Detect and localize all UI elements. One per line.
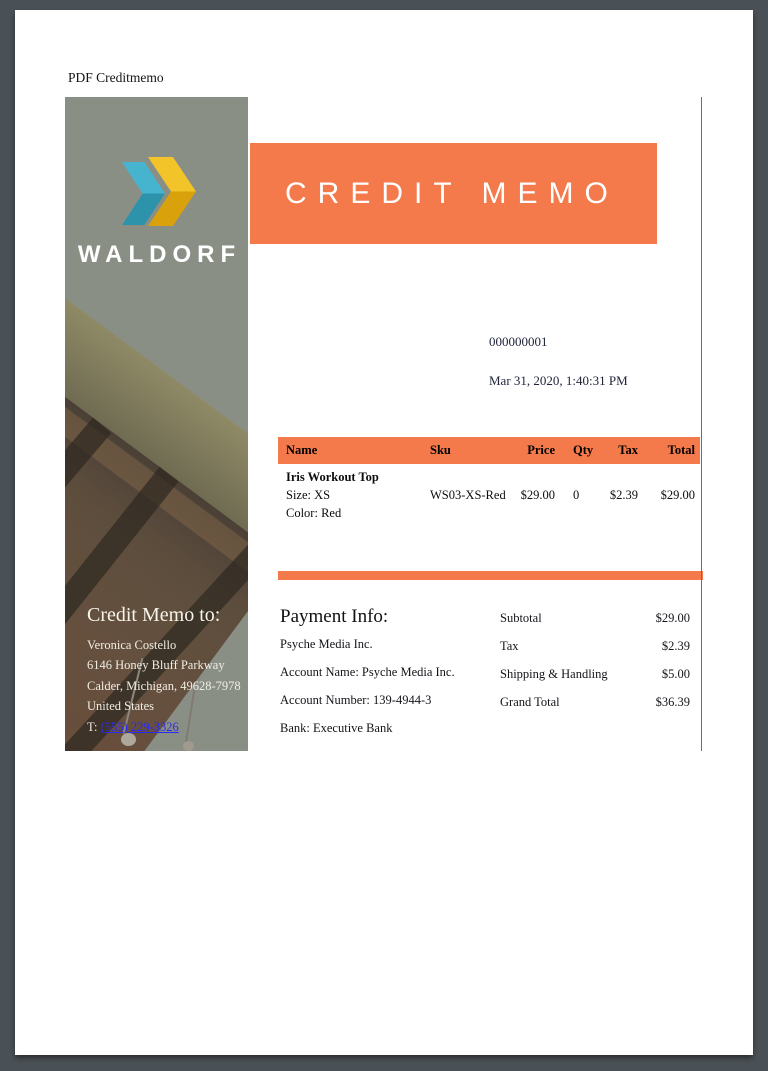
document-title: PDF Creditmemo (68, 70, 164, 85)
phone-link[interactable]: (555) 229-3326 (100, 719, 179, 734)
tax-value: $2.39 (661, 639, 690, 653)
orange-divider (278, 571, 703, 580)
header-sku: Sku (430, 443, 451, 457)
order-number: 000000001 (489, 334, 548, 349)
credit-memo-banner (250, 143, 657, 244)
grand-total-value: $36.39 (655, 695, 690, 709)
cell-product (278, 469, 423, 522)
items-table-header (278, 437, 700, 464)
cell-qty: 0 (573, 488, 580, 502)
recipient-city: Calder, Michigan, 49628-7978 (87, 678, 241, 693)
grand-total-label: Grand Total (500, 695, 560, 709)
table-row (278, 464, 700, 529)
payment-info-block (280, 606, 455, 749)
product-color: Color: Red (286, 505, 342, 520)
payment-company: Psyche Media Inc. (280, 637, 373, 651)
header-tax: Tax (618, 443, 638, 457)
total-row-grand-total (500, 695, 690, 709)
sidebar-photo-panel (65, 97, 248, 751)
header-price: Price (527, 443, 555, 457)
header-qty: Qty (573, 443, 594, 457)
payment-account-name: Account Name: Psyche Media Inc. (280, 665, 455, 679)
header-name: Name (286, 443, 318, 457)
credit-memo-to-heading: Credit Memo to: (87, 604, 221, 626)
total-row-tax (500, 639, 690, 653)
cell-sku: WS03-XS-Red (430, 488, 506, 502)
brand-wordmark: WALDORF (77, 241, 242, 268)
tax-label: Tax (500, 639, 519, 653)
total-row-shipping (500, 667, 690, 681)
shipping-label: Shipping & Handling (500, 667, 608, 681)
recipient-phone-line (87, 717, 242, 737)
totals-block (500, 611, 690, 723)
order-date: Mar 31, 2020, 1:40:31 PM (489, 373, 628, 388)
items-table (278, 437, 700, 529)
cell-total: $29.00 (660, 488, 695, 502)
product-size: Size: XS (286, 488, 331, 502)
document-page (15, 10, 753, 1055)
subtotal-label: Subtotal (500, 611, 542, 625)
subtotal-value: $29.00 (655, 611, 690, 625)
recipient-street: 6146 Honey Bluff Parkway (87, 658, 225, 673)
product-name: Iris Workout Top (286, 470, 379, 484)
payment-bank: Bank: Executive Bank (280, 721, 393, 735)
cell-tax: $2.39 (609, 488, 638, 502)
phone-prefix: T: (87, 719, 101, 734)
banner-title: CREDIT MEMO (285, 176, 619, 210)
payment-info-heading: Payment Info: (280, 606, 389, 627)
recipient-name: Veronica Costello (87, 638, 177, 652)
credit-memo-to-block (87, 604, 242, 737)
shipping-value: $5.00 (661, 667, 690, 681)
total-row-subtotal (500, 611, 690, 625)
cell-price: $29.00 (520, 488, 555, 502)
recipient-country: United States (87, 699, 155, 714)
header-total: Total (667, 443, 695, 457)
right-rule-line (701, 97, 702, 751)
payment-account-number: Account Number: 139-4944-3 (280, 693, 432, 707)
